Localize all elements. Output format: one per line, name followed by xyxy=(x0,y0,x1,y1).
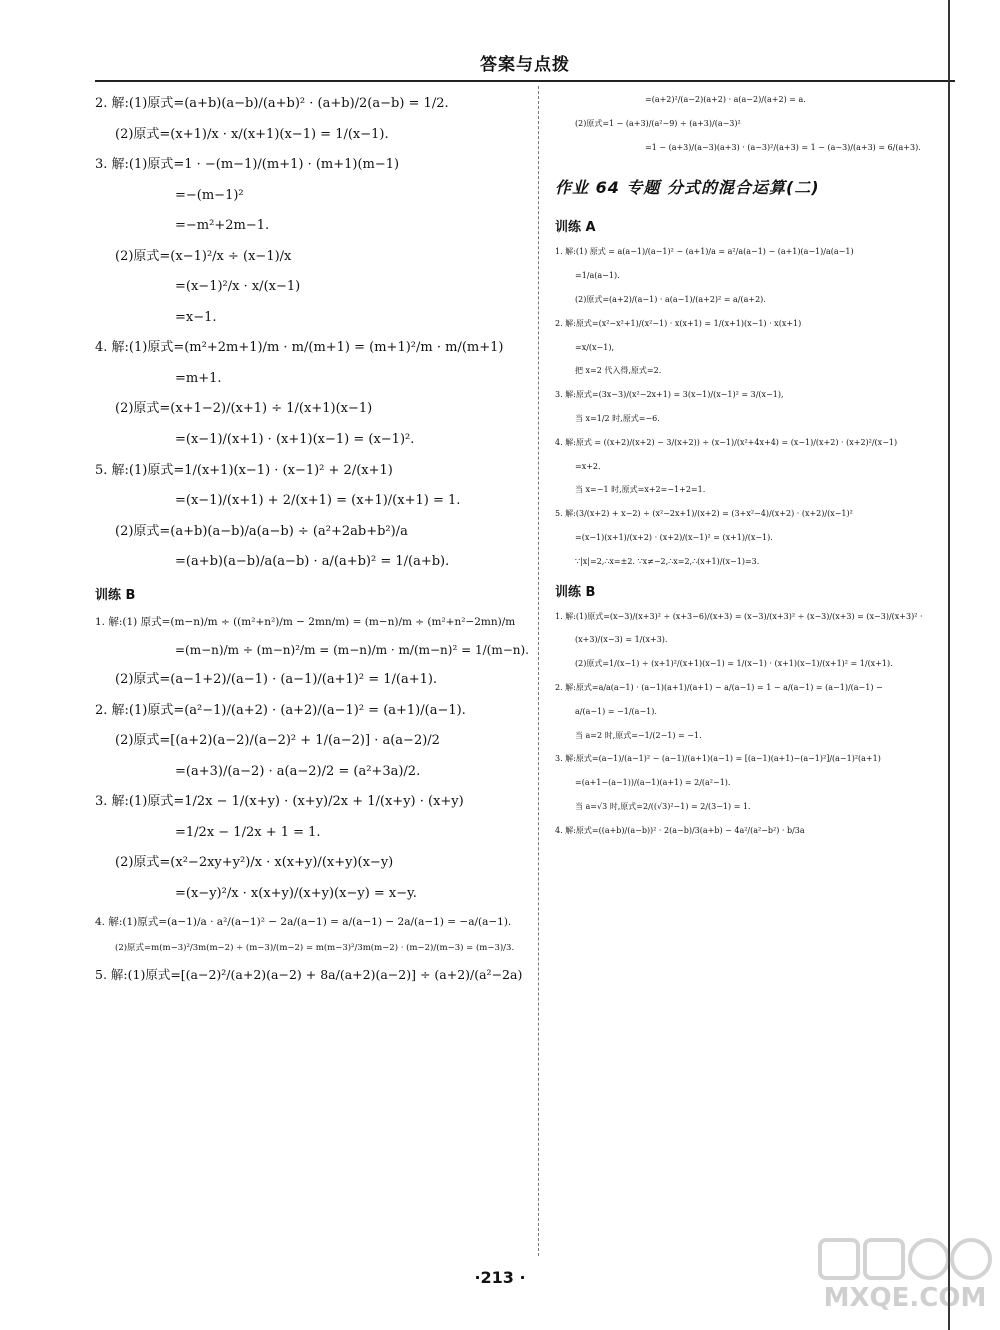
solution-line: (2)原式=(x+1−2)/(x+1) ÷ 1/(x+1)(x−1) xyxy=(115,401,373,417)
solution-line: (2)原式=(a+b)(a−b)/a(a−b) ÷ (a²+2ab+b²)/a xyxy=(115,523,408,539)
watermark-logo xyxy=(815,1235,995,1325)
solution-line: (x+3)/(x−3) = 1/(x+3). xyxy=(575,635,668,645)
solution-line: =(a+1−(a−1))/(a−1)(a+1) = 2/(a²−1). xyxy=(575,778,731,788)
solution-line: =1/a(a−1). xyxy=(575,271,620,281)
solution-line: 3. 解:(1)原式=1 · −(m−1)/(m+1) · (m+1)(m−1) xyxy=(95,157,400,173)
page-number: ·213 · xyxy=(474,1268,526,1287)
solution-line: 1. 解:(1) 原式 = a(a−1)/(a−1)² − (a+1)/a = a²/a(a−1) − (a+1)(a−1)/a(a−1) xyxy=(555,247,854,257)
solution-line: 1. 解:(1)原式=(x−3)/(x+3)² ÷ (x+3−6)/(x+3) = (x−3)/(x+3)² ÷ (x−3)/(x+3) = (x−3)/(x+3)² · xyxy=(555,611,923,621)
solution-line: =(x−1)/(x+1) · (x+1)(x−1) = (x−1)². xyxy=(175,432,415,448)
solution-line: 3. 解:原式=(a−1)/(a−1)² − (a−1)/(a+1)(a−1) = [(a−1)(a+1)−(a−1)²]/(a−1)²(a+1) xyxy=(555,754,881,764)
solution-line: =(x−1)/(x+1) + 2/(x+1) = (x+1)/(x+1) = 1. xyxy=(175,493,461,509)
solution-line: 把 x=2 代入得,原式=2. xyxy=(575,366,662,376)
solution-line: 4. 解:(1)原式=(m²+2m+1)/m · m/(m+1) = (m+1)²/m · m/(m+1) xyxy=(95,340,504,356)
solution-line: =−m²+2m−1. xyxy=(175,218,270,234)
solution-line: (2)原式=m(m−3)²/3m(m−2) ÷ (m−3)/(m−2) = m(m−3)²/3m(m−2) · (m−2)/(m−3) = (m−3)/3. xyxy=(115,942,515,953)
solution-line: 2. 解:(1)原式=(a²−1)/(a+2) · (a+2)/(a−1)² = (a+1)/(a−1). xyxy=(95,702,466,718)
solution-line: =(a+3)/(a−2) · a(a−2)/2 = (a²+3a)/2. xyxy=(175,763,421,779)
solution-line: =1/2x − 1/2x + 1 = 1. xyxy=(175,824,321,840)
solution-line: 5. 解:(3/(x+2) + x−2) ÷ (x²−2x+1)/(x+2) = (3+x²−4)/(x+2) · (x+2)/(x−1)² xyxy=(555,509,853,519)
solution-line: 当 a=√3 时,原式=2/((√3)²−1) = 2/(3−1) = 1. xyxy=(575,801,751,811)
solution-line: =(a+b)(a−b)/a(a−b) · a/(a+b)² = 1/(a+b). xyxy=(175,554,450,570)
solution-line: 4. 解:原式=((a+b)/(a−b))² · 2(a−b)/3(a+b) − 4a²/(a²−b²) · b/3a xyxy=(555,825,805,835)
solution-line: 当 x=1/2 时,原式=−6. xyxy=(575,413,660,423)
solution-line: =−(m−1)² xyxy=(175,187,244,203)
solution-line: (2)原式=(a−1+2)/(a−1) · (a−1)/(a+1)² = 1/(a+1). xyxy=(115,672,438,688)
solution-line: a/(a−1) = −1/(a−1). xyxy=(575,706,657,716)
watermark-text: MXQE.COM xyxy=(823,1283,987,1313)
solution-line: 5. 解:(1)原式=[(a−2)²/(a+2)(a−2) + 8a/(a+2)(a−2)] ÷ (a+2)/(a²−2a) xyxy=(95,967,523,983)
solution-line: =(x−1)(x+1)/(x+2) · (x+2)/(x−1)² = (x+1)/(x−1). xyxy=(575,532,773,542)
left-column xyxy=(95,95,530,997)
section-label: 训练 A xyxy=(555,220,596,236)
solution-line: =(m−n)/m ÷ (m−n)²/m = (m−n)/m · m/(m−n)² = 1/(m−n). xyxy=(175,642,529,657)
right-column xyxy=(555,95,955,850)
solution-line: 1. 解:(1) 原式=(m−n)/m ÷ ((m²+n²)/m − 2mn/m) = (m−n)/m ÷ (m²+n²−2mn)/m xyxy=(95,615,516,628)
solution-line: 当 a=2 时,原式=−1/(2−1) = −1. xyxy=(575,730,702,740)
solution-line: =x+2. xyxy=(575,461,601,471)
page-header xyxy=(95,50,955,82)
solution-line: (2)原式=1/(x−1) ÷ (x+1)²/(x+1)(x−1) = 1/(x−1) · (x+1)(x−1)/(x+1)² = 1/(x+1). xyxy=(575,659,893,669)
solution-line: 5. 解:(1)原式=1/(x+1)(x−1) · (x−1)² + 2/(x+1) xyxy=(95,462,393,478)
solution-line: =x−1. xyxy=(175,309,217,325)
solution-line: =(a+2)²/(a−2)(a+2) · a(a−2)/(a+2) = a. xyxy=(645,95,806,104)
solution-line: =x/(x−1), xyxy=(575,342,614,352)
solution-line: (2)原式=1 − (a+3)/(a²−9) ÷ (a+3)/(a−3)² xyxy=(575,118,741,128)
solution-line: 4. 解:(1)原式=(a−1)/a · a²/(a−1)² − 2a/(a−1) = a/(a−1) − 2a/(a−1) = −a/(a−1). xyxy=(95,916,512,929)
solution-line: 4. 解:原式 = ((x+2)/(x+2) − 3/(x+2)) ÷ (x−1)/(x²+4x+4) = (x−1)/(x+2) · (x+2)²/(x−1) xyxy=(555,437,898,447)
header-title: 答案与点拨 xyxy=(480,55,570,75)
solution-line: 3. 解:(1)原式=1/2x − 1/(x+y) · (x+y)/2x + 1/(x+y) · (x+y) xyxy=(95,794,464,810)
watermark-icon xyxy=(815,1235,995,1285)
section-label: 训练 B xyxy=(555,584,596,600)
solution-line: =1 − (a+3)/(a−3)(a+3) · (a−3)²/(a+3) = 1 − (a−3)/(a+3) = 6/(a+3). xyxy=(645,142,921,152)
solution-line: 2. 解:原式=a/a(a−1) · (a−1)(a+1)/(a+1) − a/(a−1) = 1 − a/(a−1) = (a−1)/(a−1) − xyxy=(555,682,883,692)
solution-line: (2)原式=(x+1)/x · x/(x+1)(x−1) = 1/(x−1). xyxy=(115,126,389,142)
homework-title: 作业 64 专题 分式的混合运算(二) xyxy=(555,178,820,198)
solution-line: (2)原式=(a+2)/(a−1) · a(a−1)/(a+2)² = a/(a+2). xyxy=(575,294,766,304)
solution-line: (2)原式=[(a+2)(a−2)/(a−2)² + 1/(a−2)] · a(a−2)/2 xyxy=(115,733,440,749)
solution-line: 2. 解:(1)原式=(a+b)(a−b)/(a+b)² · (a+b)/2(a−b) = 1/2. xyxy=(95,96,449,111)
solution-line: =(x−1)²/x · x/(x−1) xyxy=(175,279,301,295)
solution-line: =m+1. xyxy=(175,370,222,386)
solution-line: (2)原式=(x−1)²/x ÷ (x−1)/x xyxy=(115,248,292,264)
solution-line: 当 x=−1 时,原式=x+2=−1+2=1. xyxy=(575,485,706,495)
solution-line: 2. 解:原式=(x²−x²+1)/(x²−1) · x(x+1) = 1/(x+1)(x−1) · x(x+1) xyxy=(555,318,802,328)
solution-line: ∵|x|=2,∴x=±2. ∵x≠−2,∴x=2,∴(x+1)/(x−1)=3. xyxy=(575,556,760,566)
solution-line: =(x−y)²/x · x(x+y)/(x+y)(x−y) = x−y. xyxy=(175,885,417,901)
section-label: 训练 B xyxy=(95,587,136,603)
solution-line: (2)原式=(x²−2xy+y²)/x · x(x+y)/(x+y)(x−y) xyxy=(115,855,394,871)
solution-line: 3. 解:原式=(3x−3)/(x²−2x+1) = 3(x−1)/(x−1)² = 3/(x−1), xyxy=(555,390,784,400)
column-divider xyxy=(538,86,539,1256)
